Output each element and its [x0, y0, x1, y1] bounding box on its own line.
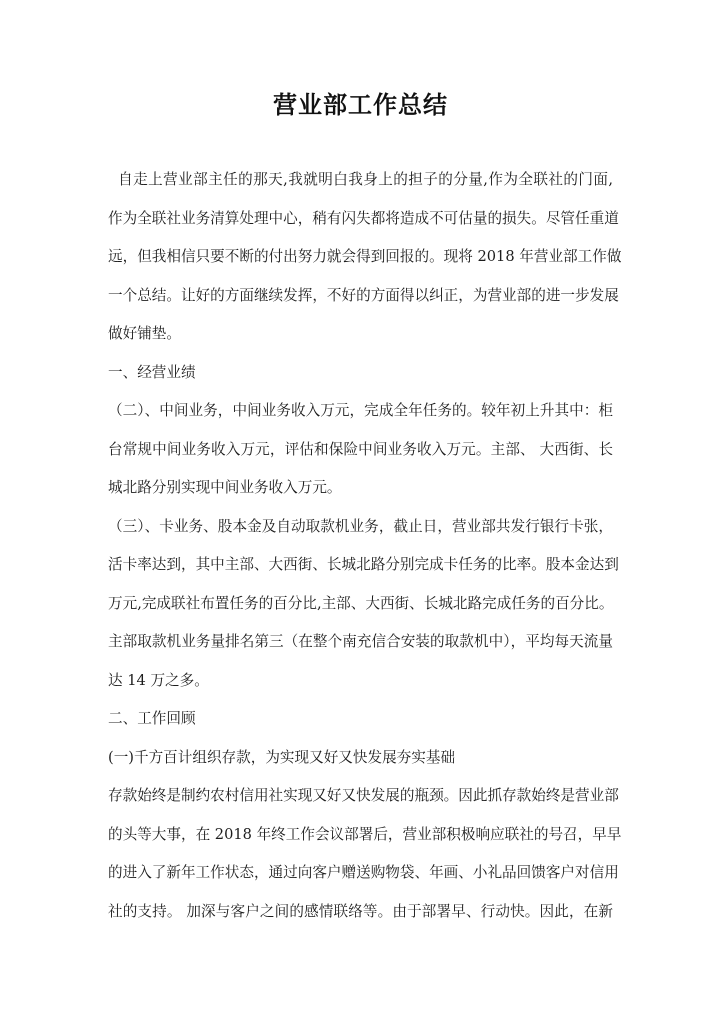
paragraph-line: 存款始终是制约农村信用社实现又好又快发展的瓶颈。因此抓存款始终是营业部 — [108, 787, 619, 804]
paragraph-line: 远，但我相信只要不断的付出努力就会得到回报的。现将 2018 年营业部工作做 — [108, 248, 622, 265]
paragraph-line: （三）、卡业务、股本金及自动取款机业务，截止日，营业部共发行银行卡张， — [108, 517, 613, 535]
paragraph-line: 的头等大事，在 2018 年终工作会议部署后，营业部积极响应联社的号召，早早 — [108, 825, 622, 843]
paragraph-line: 的进入了新年工作状态，通过向客户赠送购物袋、年画、小礼品回馈客户对信用 — [108, 864, 619, 881]
paragraph-line: 达 14 万之多。 — [108, 671, 209, 689]
paragraph-line: 作为全联社业务清算处理中心，稍有闪失都将造成不可估量的损失。尽管任重道 — [108, 209, 619, 227]
section-heading: 二、工作回顾 — [108, 710, 196, 727]
paragraph-line: 自走上营业部主任的那天,我就明白我身上的担子的分量,作为全联社的门面, — [108, 171, 613, 188]
paragraph-line: 社的支持。 加深与客户之间的感情联络等。由于部署早、行动快。因此，在新 — [108, 902, 613, 920]
paragraph-line: 主部取款机业务量排名第三（在整个南充信合安装的取款机中），平均每天流量 — [108, 633, 613, 650]
paragraph-line: 台常规中间业务收入万元，评估和保险中间业务收入万元。主部、 大西街、长 — [108, 440, 613, 458]
section-heading: 一、经营业绩 — [108, 363, 196, 381]
document-body — [108, 168, 622, 938]
paragraph-line: （二）、中间业务，中间业务收入万元，完成全年任务的。较年初上升其中：柜 — [108, 402, 613, 419]
document-title: 营业部工作总结 — [273, 90, 448, 119]
paragraph-line: 做好铺垫。 — [108, 325, 181, 342]
paragraph-line: 活卡率达到，其中主部、大西街、长城北路分别完成卡任务的比率。股本金达到 — [108, 556, 619, 573]
paragraph-line: 一个总结。让好的方面继续发挥，不好的方面得以纠正，为营业部的进一步发展 — [108, 286, 619, 304]
paragraph-line: 万元,完成联社布置任务的百分比,主部、大西街、长城北路完成任务的百分比。 — [108, 594, 614, 612]
paragraph-line: 城北路分别实现中间业务收入万元。 — [108, 479, 342, 496]
subsection-heading: (一)千方百计组织存款，为实现又好又快发展夯实基础 — [108, 748, 456, 766]
